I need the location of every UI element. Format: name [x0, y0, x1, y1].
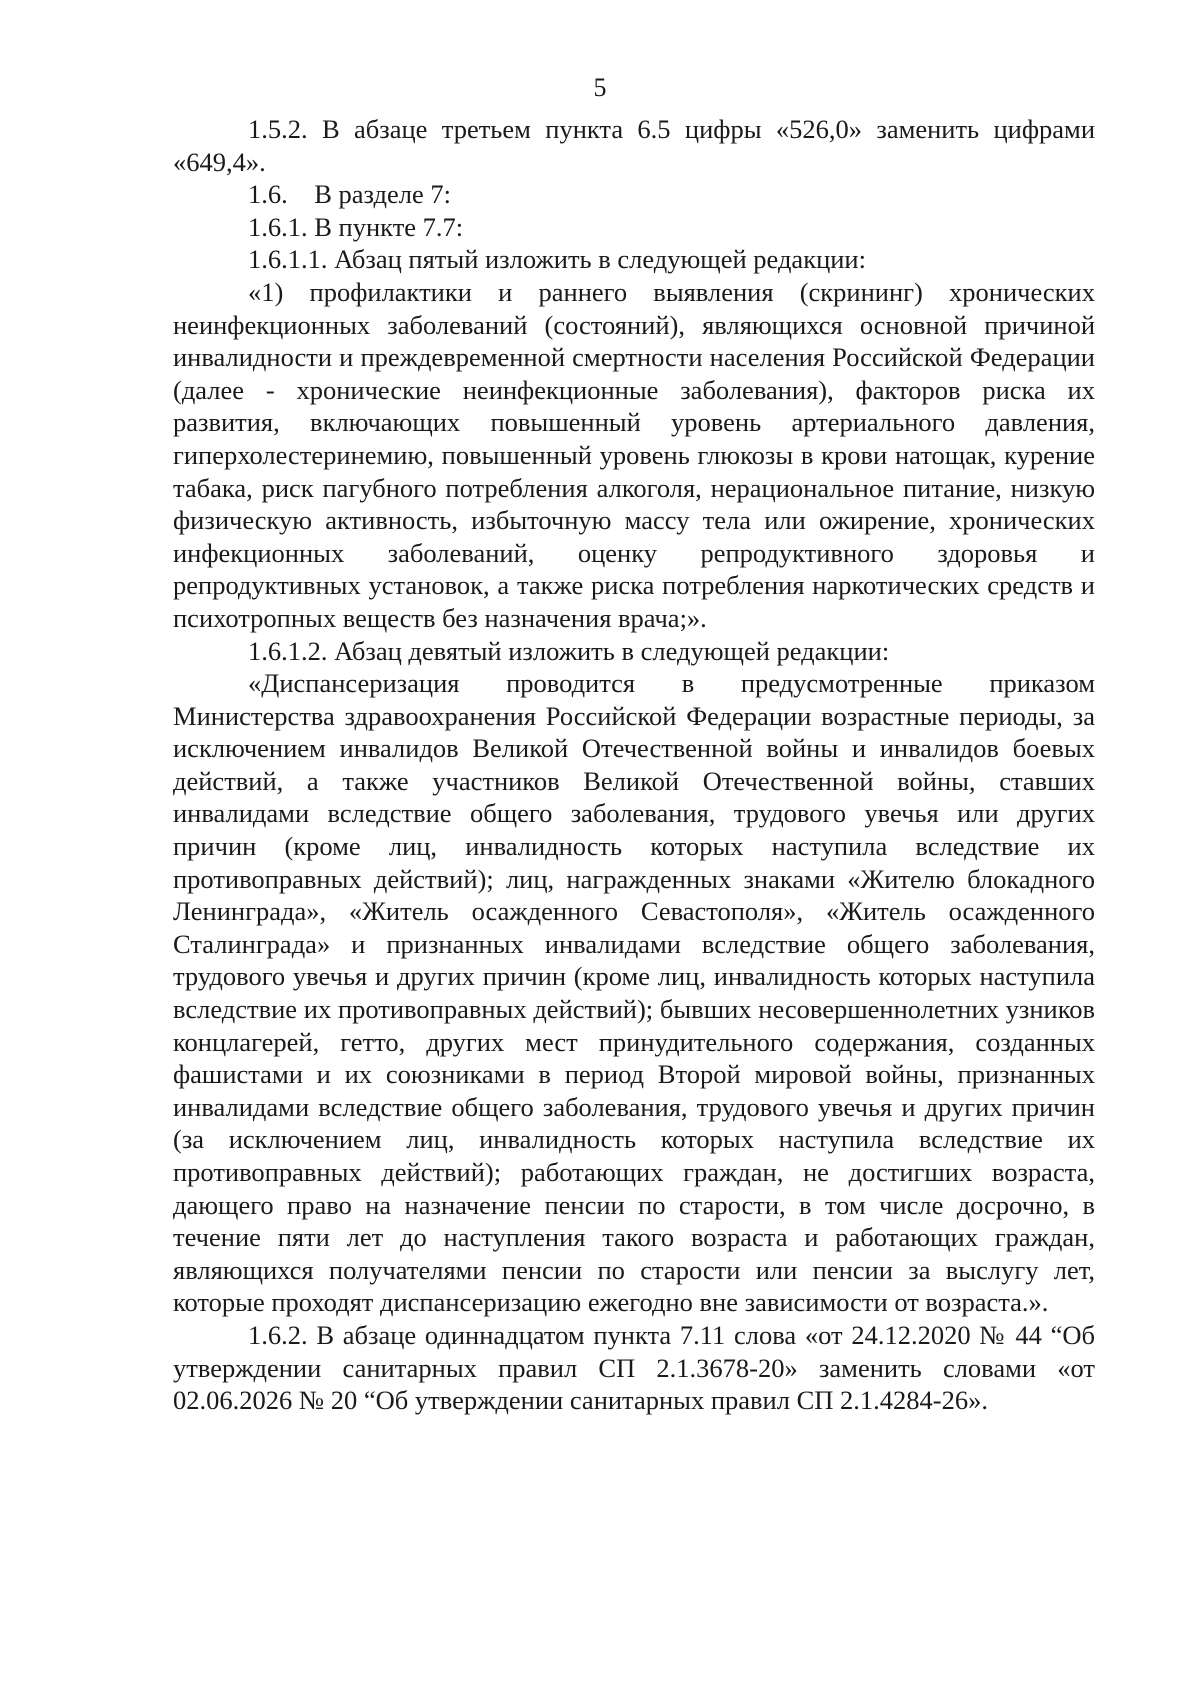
paragraph-1-6-1-2: 1.6.1.2. Абзац девятый изложить в следующей редакции:	[248, 635, 890, 666]
page-number: 5	[593, 73, 607, 102]
paragraph-1-6-2: 1.6.2. В абзаце одиннадцатом пункта 7.11 слова «от 24.12.2020 № 44 “Об утверждении санитарных правил СП 2.1.3678-20» заменить словами «от 02.06.2026 № 20 “Об утверждении санитарных правил СП 2.1.4284-26».	[173, 1319, 1095, 1416]
document-body	[173, 113, 1095, 1417]
paragraph-1-6-1: 1.6.1. В пункте 7.7:	[248, 211, 464, 242]
paragraph-1-5-2: 1.5.2. В абзаце третьем пункта 6.5 цифры «526,0» заменить цифрами «649,4».	[173, 114, 1095, 177]
quoted-paragraph-dispensarization: «Диспансеризация проводится в предусмотренные приказом Министерства здравоохранения Российской Федерации возрастные периоды, за исключением инвалидов Великой Отечественной войны и инвалидов боевых действий, а также участников Великой Отечественной войны, ставших инвалидами вследствие общего заболевания, трудового увечья или других причин (кроме лиц, инвалидность которых наступила вследствие их противоправных действий); лиц, награжденных знаками «Жителю блокадного Ленинграда», «Житель осажденного Севастополя», «Житель осажденного Сталинграда» и признанных инвалидами вследствие общего заболевания, трудового увечья и других причин (кроме лиц, инвалидность которых наступила вследствие их противоправных действий); бывших несовершеннолетних узников концлагерей, гетто, других мест принудительного содержания, созданных фашистами и их союзниками в период Второй мировой войны, признанных инвалидами вследствие общего заболевания, трудового увечья и других причин (за исключением лиц, инвалидность которых наступила вследствие их противоправных действий); работающих граждан, не достигших возраста, дающего право на назначение пенсии по старости, в том числе досрочно, в течение пяти лет до наступления такого возраста и работающих граждан, являющихся получателями пенсии по старости или пенсии за выслугу лет, которые проходят диспансеризацию ежегодно вне зависимости от возраста.».	[173, 668, 1095, 1318]
quoted-paragraph-screening: «1) профилактики и раннего выявления (скрининг) хронических неинфекционных заболеваний (состояний), являющихся основной причиной инвалидности и преждевременной смертности населения Российской Федерации (далее - хронические неинфекционные заболевания), факторов риска их развития, включающих повышенный уровень артериального давления, гиперхолестеринемию, повышенный уровень глюкозы в крови натощак, курение табака, риск пагубного потребления алкоголя, нерациональное питание, низкую физическую активность, избыточную массу тела или ожирение, хронических инфекционных заболеваний, оценку репродуктивного здоровья и репродуктивных установок, а также риска потребления наркотических средств и психотропных веществ без назначения врача;».	[173, 276, 1095, 633]
paragraph-1-6: 1.6. В разделе 7:	[248, 179, 452, 210]
paragraph-1-6-1-1: 1.6.1.1. Абзац пятый изложить в следующей редакции:	[248, 244, 866, 275]
